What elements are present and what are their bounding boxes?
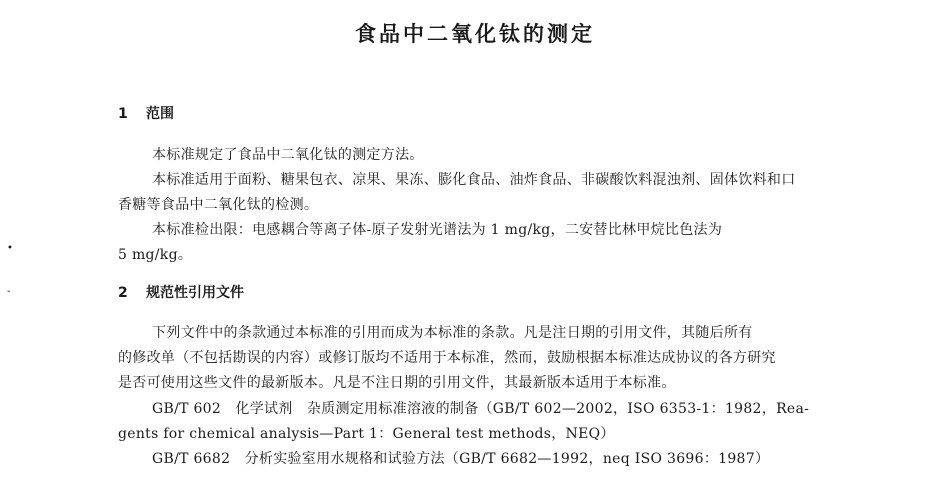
reference-entry: GB/T 6682 分析实验室用水规格和试验方法（GB/T 6682—1992，neq ISO 3696：1987） — [152, 451, 770, 467]
section-title: 范围 — [146, 106, 174, 122]
section-number: 2 — [118, 285, 128, 301]
section-heading — [118, 283, 244, 303]
reference-entry-continued: gents for chemical analysis—Part 1：General test methods，NEQ） — [118, 426, 615, 442]
paragraph-line: 是否可使用这些文件的最新版本。凡是不注日期的引用文件，其最新版本适用于本标准。 — [118, 375, 676, 391]
paragraph-line: 的修改单（不包括勘误的内容）或修订版均不适用于本标准，然而，鼓励根据本标准达成协议的各方研究 — [118, 350, 776, 366]
section-title: 规范性引用文件 — [146, 285, 244, 301]
margin-mark: - — [7, 286, 11, 297]
page-title: 食品中二氧化钛的测定 — [355, 22, 595, 46]
reference-entry: GB/T 602 化学试剂 杂质测定用标准溶液的制备（GB/T 602—2002，ISO 6353-1：1982，Rea- — [152, 401, 810, 417]
paragraph-line: 下列文件中的条款通过本标准的引用而成为本标准的条款。凡是注日期的引用文件，其随后所有 — [152, 325, 753, 341]
paragraph-line: 香糖等食品中二氧化钛的检测。 — [118, 197, 319, 213]
paragraph-line: 本标准规定了食品中二氧化钛的测定方法。 — [152, 147, 424, 163]
margin-mark: • — [7, 243, 13, 254]
paragraph-line: 本标准适用于面粉、糖果包衣、凉果、果冻、膨化食品、油炸食品、非碳酸饮料混浊剂、固体饮料和口 — [152, 172, 796, 188]
paragraph-line: 5 mg/kg。 — [118, 247, 193, 263]
section-number: 1 — [118, 106, 128, 122]
paragraph-line: 本标准检出限：电感耦合等离子体-原子发射光谱法为 1 mg/kg，二安替比林甲烷比色法为 — [152, 222, 723, 238]
section-heading — [118, 104, 174, 124]
